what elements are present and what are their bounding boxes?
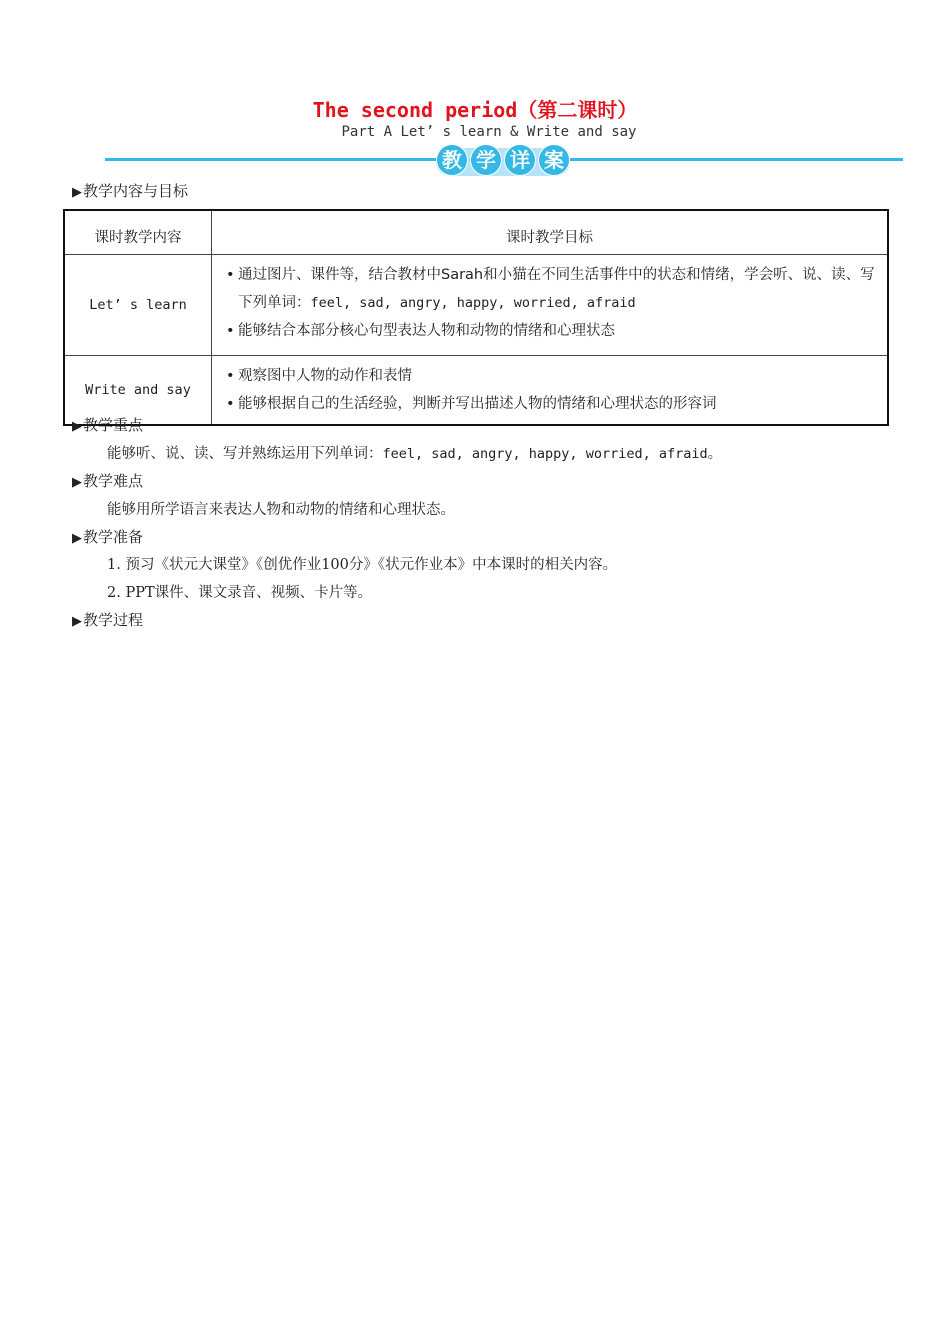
banner-char: 学 — [470, 144, 502, 176]
page-title: The second period（第二课时） — [312, 98, 638, 122]
table-header-content: 课时教学内容 — [64, 210, 212, 255]
row-goals — [212, 255, 889, 356]
banner-char: 教 — [436, 144, 468, 176]
row-goals — [212, 356, 889, 426]
triangle-icon: ▶ — [72, 419, 82, 434]
goal-item — [226, 390, 875, 418]
section-preparation — [72, 526, 143, 547]
section-key-points — [72, 414, 143, 435]
goal-text: 能够根据自己的生活经验，判断并写出描述人物的情绪和心理状态的形容词 — [238, 396, 717, 412]
table-row — [64, 255, 888, 356]
triangle-icon: ▶ — [72, 531, 82, 546]
section-process — [72, 609, 143, 630]
goal-text: 能够结合本部分核心句型表达人物和动物的情绪和心理状态 — [238, 323, 615, 339]
goals-table — [63, 209, 889, 426]
key-points-text — [107, 442, 722, 463]
section-heading: 教学过程 — [83, 611, 144, 629]
difficulties-text: 能够用所学语言来表达人物和动物的情绪和心理状态。 — [107, 502, 455, 518]
triangle-icon: ▶ — [72, 185, 82, 200]
goal-text: 观察图中人物的动作和表情 — [238, 368, 412, 384]
goal-item — [226, 362, 875, 390]
triangle-icon: ▶ — [72, 475, 82, 490]
goal-item — [226, 261, 875, 317]
key-points-words: feel, sad, angry, happy, worried, afraid — [382, 446, 708, 462]
table-row — [64, 356, 888, 426]
row-content-label: Let’ s learn — [64, 255, 212, 356]
banner-char: 案 — [538, 144, 570, 176]
section-content-goals — [72, 180, 188, 201]
preparation-item: 1. 预习《状元大课堂》《创优作业100分》《状元作业本》中本课时的相关内容。 — [107, 557, 618, 573]
section-difficulties — [72, 470, 143, 491]
goal-item — [226, 317, 875, 345]
goal-text: 通过图片、课件等，结合教材中Sarah和小猫在不同生活事件中的状态和情绪，学会听、说、读、写下列单词： — [238, 267, 875, 311]
banner-char: 详 — [504, 144, 536, 176]
key-points-prefix: 能够听、说、读、写并熟练运用下列单词： — [107, 446, 383, 462]
bullet-icon: • — [226, 323, 235, 339]
key-points-suffix: 。 — [707, 446, 723, 462]
bullet-icon: • — [226, 396, 235, 412]
banner-teaching-plan — [436, 144, 570, 176]
section-heading: 教学难点 — [83, 472, 144, 490]
section-heading: 教学准备 — [83, 528, 144, 546]
row-content-label: Write and say — [64, 356, 212, 426]
section-heading: 教学内容与目标 — [83, 182, 189, 200]
page-subtitle: Part A Let’ s learn & Write and say — [341, 124, 637, 140]
triangle-icon: ▶ — [72, 614, 82, 629]
goal-words: feel, sad, angry, happy, worried, afraid — [310, 295, 636, 311]
bullet-icon: • — [226, 368, 235, 384]
section-heading: 教学重点 — [83, 416, 144, 434]
bullet-icon: • — [226, 267, 235, 283]
preparation-item: 2. PPT课件、课文录音、视频、卡片等。 — [107, 585, 373, 601]
table-header-goals: 课时教学目标 — [212, 210, 889, 255]
